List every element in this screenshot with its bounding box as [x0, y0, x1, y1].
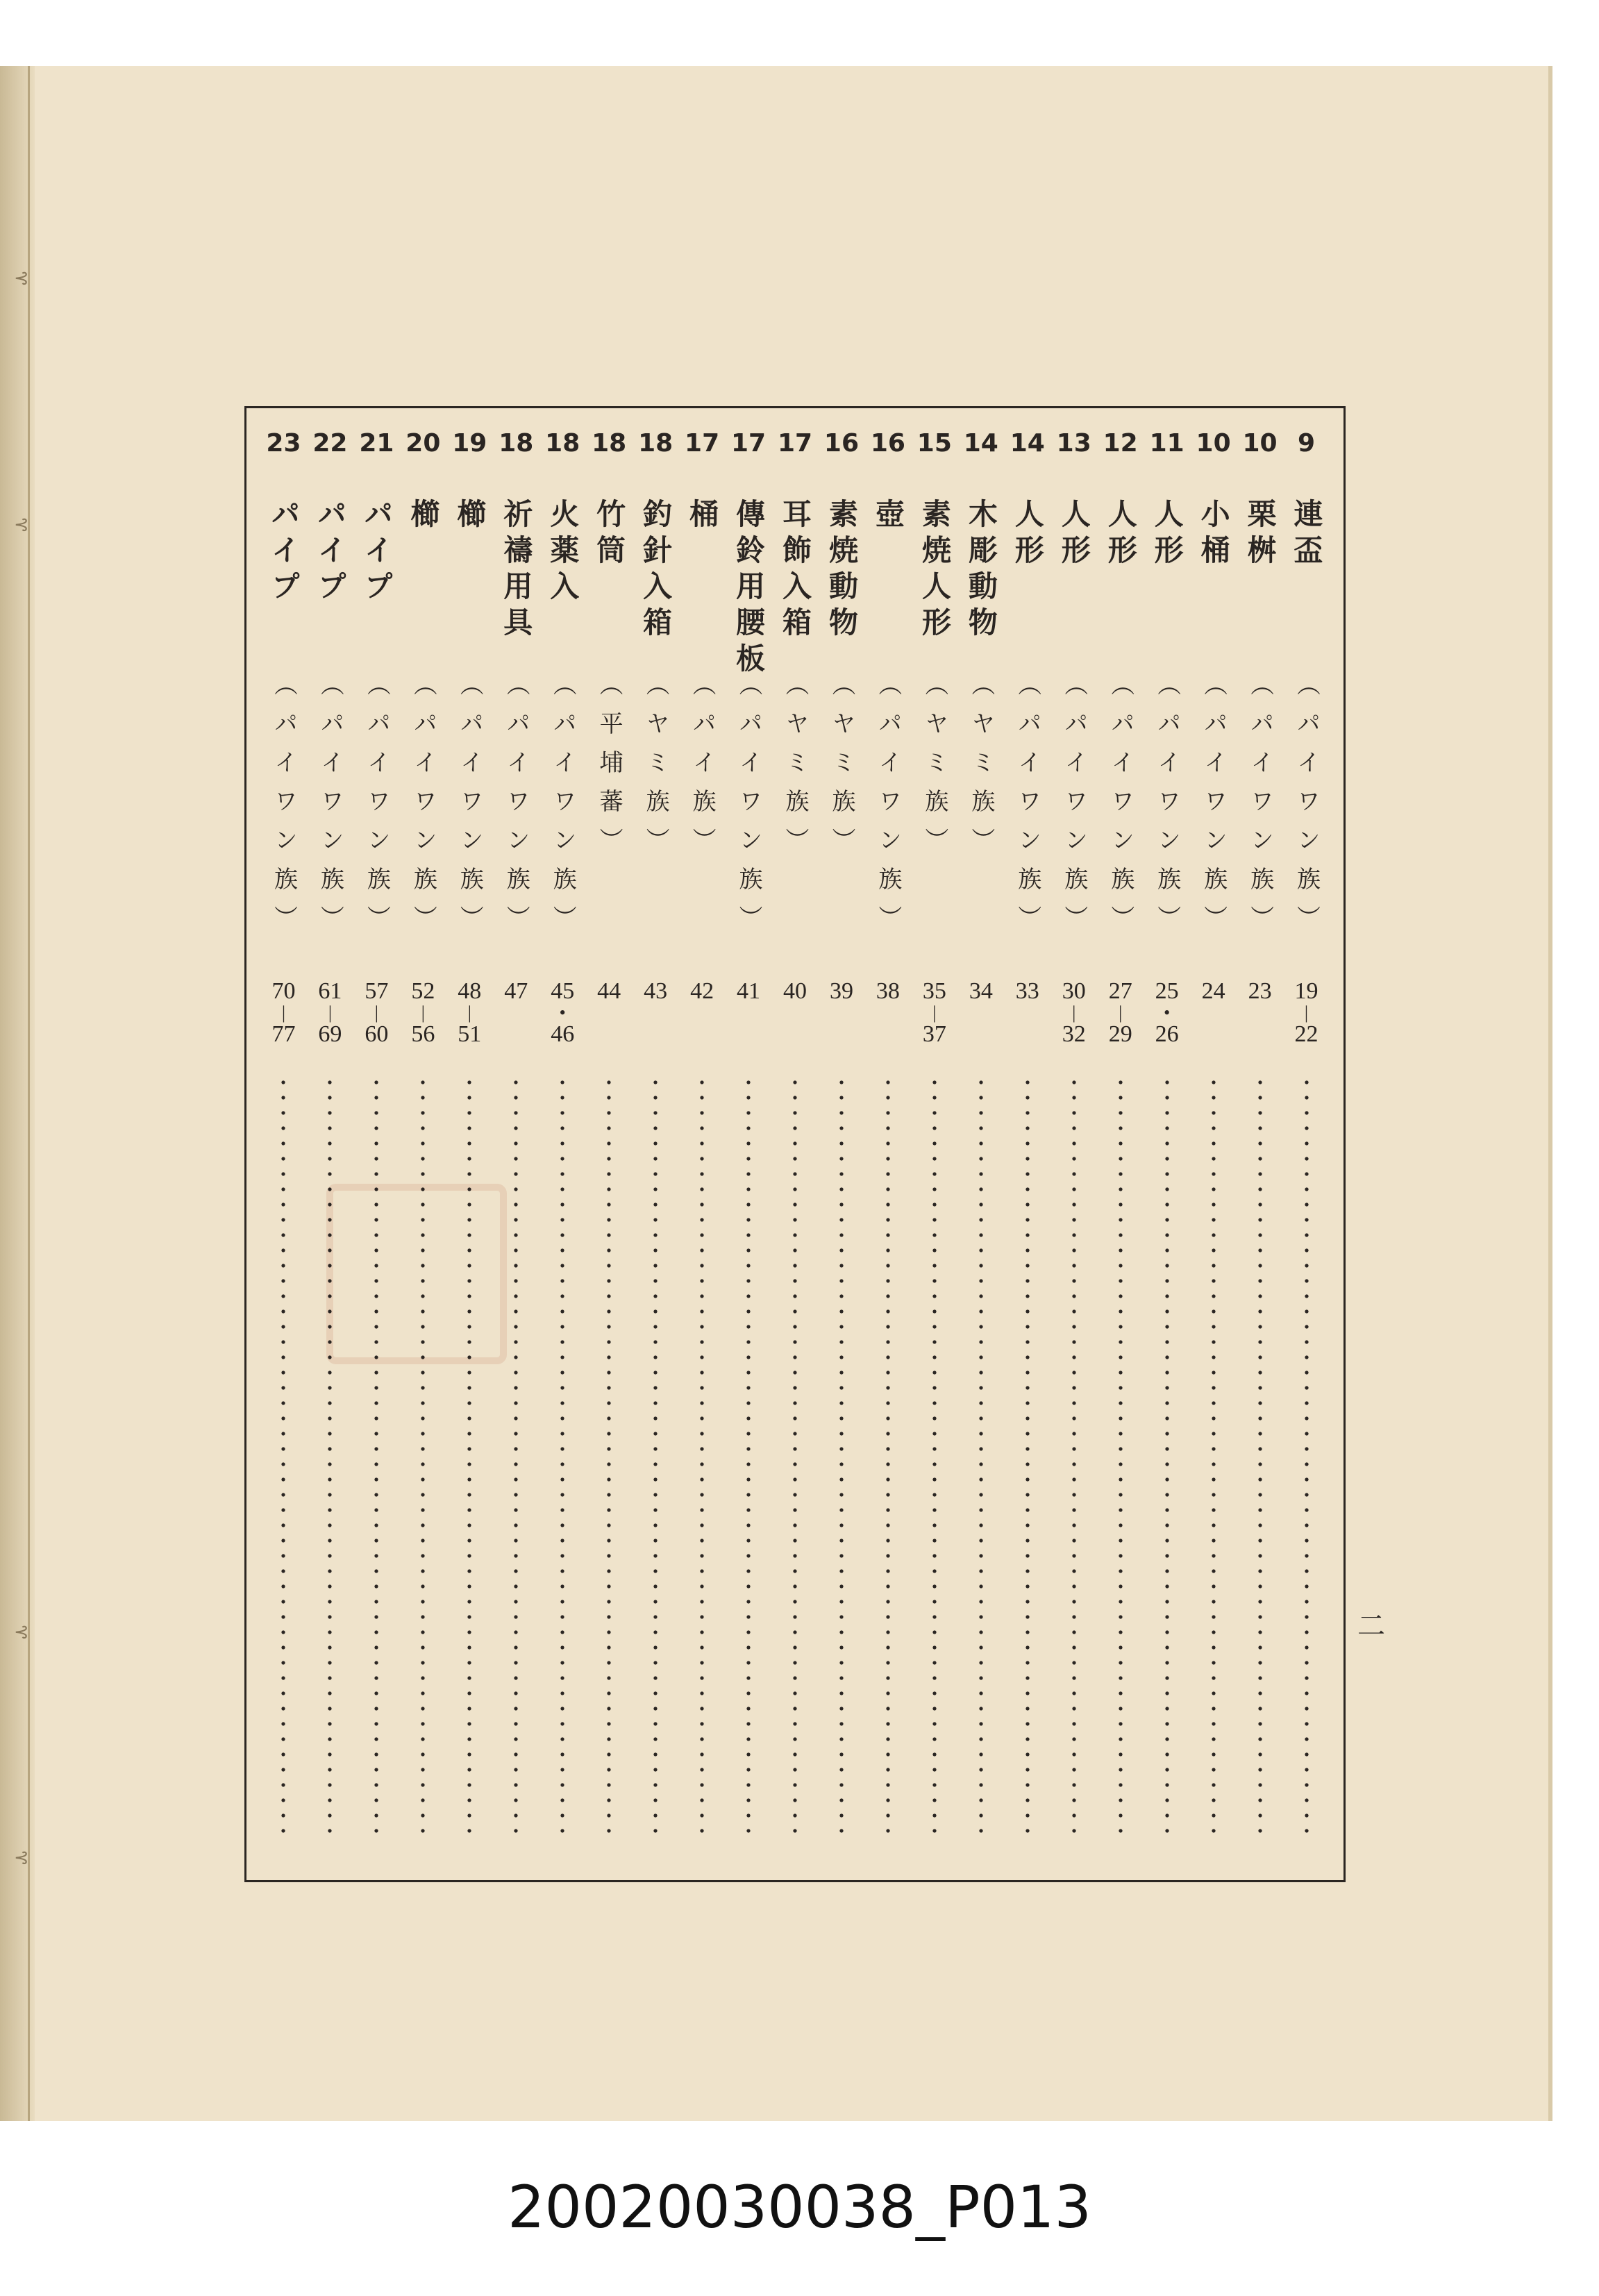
item-name: 素焼人形 — [917, 498, 952, 643]
page-reference: 57 | 60 — [365, 978, 389, 1047]
item-name: 人形 — [1057, 498, 1091, 571]
page-reference: 41 — [737, 978, 761, 1004]
plate-number: 12 — [1103, 429, 1138, 458]
item-name: 櫛 — [406, 498, 441, 535]
plate-number: 19 — [452, 429, 487, 458]
dot-leader — [374, 1075, 378, 1838]
plate-number: 18 — [638, 429, 673, 458]
dot-leader — [1072, 1075, 1076, 1838]
toc-entry — [866, 408, 910, 1880]
tribe-label: （パイワン族） — [409, 672, 437, 944]
page-reference: 43 — [644, 978, 668, 1004]
binding-hole: ⊰ — [14, 1847, 29, 1868]
dot-leader — [653, 1075, 658, 1838]
item-name: 櫛 — [453, 498, 487, 535]
item-name: 人形 — [1010, 498, 1045, 571]
plate-number: 17 — [730, 429, 767, 458]
page-reference: 30 | 32 — [1062, 978, 1086, 1047]
page-reference: 42 — [690, 978, 714, 1004]
dot-leader — [421, 1075, 425, 1838]
dot-leader — [746, 1075, 751, 1838]
toc-entry — [1145, 408, 1189, 1880]
page-reference: 45 • 46 — [551, 978, 575, 1047]
page-reference: 47 — [504, 978, 528, 1004]
plate-number: 10 — [1196, 429, 1231, 458]
plate-number: 14 — [963, 429, 998, 458]
toc-entry — [819, 408, 864, 1880]
tribe-label: （パイワン族） — [1060, 672, 1088, 944]
item-name: 栗桝 — [1243, 498, 1278, 571]
item-name: 傳鈴用腰板 — [732, 498, 767, 679]
item-name: 木彫動物 — [964, 498, 998, 643]
toc-entry — [680, 408, 724, 1880]
page-reference: 38 — [876, 978, 900, 1004]
tribe-label: （パイワン族） — [1246, 672, 1274, 944]
toc-entry — [401, 408, 445, 1880]
page-reference: 61 | 69 — [318, 978, 342, 1047]
binding-hole: ⊰ — [14, 1622, 29, 1643]
dot-leader — [886, 1075, 890, 1838]
tribe-label: （パイ族） — [688, 672, 717, 866]
toc-entry — [1052, 408, 1096, 1880]
page-reference: 70 | 77 — [271, 978, 296, 1047]
tribe-label: （ヤミ族） — [966, 672, 995, 866]
toc-entry — [773, 408, 817, 1880]
tribe-label: （平埔蕃） — [595, 672, 623, 866]
dot-leader — [560, 1075, 564, 1838]
tribe-label: （パイワン族） — [873, 672, 902, 944]
item-name: 耳飾入箱 — [778, 498, 812, 643]
gutter-line — [28, 66, 30, 2121]
tribe-label: （ヤミ族） — [781, 672, 809, 866]
page-reference: 25 • 26 — [1155, 978, 1179, 1047]
page-reference: 52 | 56 — [411, 978, 435, 1047]
dot-leader — [1119, 1075, 1123, 1838]
plate-number: 11 — [1149, 429, 1184, 458]
plate-number: 17 — [685, 429, 720, 458]
plate-number: 23 — [266, 429, 301, 458]
tribe-label: （ヤミ族） — [642, 672, 670, 866]
toc-entry — [354, 408, 399, 1880]
page-reference: 34 — [969, 978, 993, 1004]
dot-leader — [839, 1075, 844, 1838]
page-reference: 19 | 22 — [1294, 978, 1318, 1047]
plate-number: 18 — [592, 429, 627, 458]
tribe-label: （ヤミ族） — [920, 672, 948, 866]
page-reference: 24 — [1201, 978, 1225, 1004]
dot-leader — [979, 1075, 983, 1838]
dot-leader — [514, 1075, 518, 1838]
item-name: 連盃 — [1289, 498, 1324, 571]
page-reference: 44 — [597, 978, 621, 1004]
toc-entry — [261, 408, 305, 1880]
tribe-label: （パイワン族） — [269, 672, 298, 944]
toc-entry — [1005, 408, 1050, 1880]
item-name: 桶 — [685, 498, 720, 535]
toc-entry — [959, 408, 1003, 1880]
item-name: 火薬入 — [546, 498, 580, 607]
item-name: 人形 — [1103, 498, 1138, 571]
toc-entry — [587, 408, 631, 1880]
toc-entry — [1098, 408, 1143, 1880]
plate-number: 17 — [777, 429, 813, 458]
toc-entry — [1238, 408, 1282, 1880]
page-reference: 40 — [783, 978, 807, 1004]
toc-entry — [308, 408, 352, 1880]
plate-number: 9 — [1297, 429, 1316, 458]
page-reference: 48 | 51 — [458, 978, 482, 1047]
dot-leader — [932, 1075, 937, 1838]
plate-number: 15 — [916, 429, 952, 458]
plate-number: 16 — [870, 429, 905, 458]
plate-number: 10 — [1242, 429, 1278, 458]
page-reference: 33 — [1015, 978, 1039, 1004]
toc-entry — [1284, 408, 1329, 1880]
plate-number: 18 — [545, 429, 580, 458]
tribe-label: （パイワン族） — [1199, 672, 1228, 944]
item-name: パイプ — [360, 498, 394, 607]
plate-number: 16 — [823, 429, 859, 458]
dot-leader — [1165, 1075, 1169, 1838]
tribe-label: （パイワン族） — [1292, 672, 1321, 944]
tribe-label: （パイワン族） — [316, 672, 344, 944]
plate-number: 21 — [359, 429, 394, 458]
page-number: 二 — [1357, 1610, 1385, 1642]
page-reference: 27 | 29 — [1108, 978, 1132, 1047]
item-name: 人形 — [1150, 498, 1184, 571]
dot-leader — [1258, 1075, 1262, 1838]
toc-entry — [447, 408, 492, 1880]
item-name: 素焼動物 — [824, 498, 859, 643]
image-caption: 20020030038_P013 — [508, 2173, 1091, 2241]
item-name: パイプ — [313, 498, 348, 607]
dot-leader — [700, 1075, 704, 1838]
item-name: 壺 — [871, 498, 905, 535]
plate-number: 22 — [312, 429, 348, 458]
dot-leader — [467, 1075, 471, 1838]
dot-leader — [1025, 1075, 1030, 1838]
toc-entry — [726, 408, 771, 1880]
tribe-label: （パイワン族） — [362, 672, 391, 944]
tribe-label: （パイワン族） — [1106, 672, 1135, 944]
dot-leader — [793, 1075, 797, 1838]
tribe-label: （パイワン族） — [455, 672, 484, 944]
toc-entry — [540, 408, 585, 1880]
dot-leader — [1305, 1075, 1309, 1838]
table-of-contents-frame — [244, 406, 1346, 1882]
toc-entry — [912, 408, 957, 1880]
toc-entry — [494, 408, 538, 1880]
dot-leader — [1212, 1075, 1216, 1838]
item-name: 祈禱用具 — [499, 498, 534, 643]
binding-hole: ⊰ — [14, 514, 29, 535]
dot-leader — [281, 1075, 285, 1838]
tribe-label: （パイワン族） — [1153, 672, 1181, 944]
item-name: 竹筒 — [592, 498, 627, 571]
plate-number: 14 — [1010, 429, 1045, 458]
toc-entry — [633, 408, 678, 1880]
tribe-label: （パイワン族） — [735, 672, 763, 944]
dot-leader — [607, 1075, 611, 1838]
plate-number: 13 — [1056, 429, 1091, 458]
item-name: パイプ — [267, 498, 301, 607]
tribe-label: （パイワン族） — [502, 672, 530, 944]
tribe-label: （パイワン族） — [549, 672, 577, 944]
plate-number: 18 — [499, 429, 534, 458]
page-reference: 23 — [1248, 978, 1272, 1004]
toc-entry — [1191, 408, 1236, 1880]
tribe-label: （パイワン族） — [1013, 672, 1041, 944]
dot-leader — [328, 1075, 332, 1838]
page-reference: 39 — [829, 978, 853, 1004]
plate-number: 20 — [405, 429, 441, 458]
item-name: 釣針入箱 — [639, 498, 673, 643]
tribe-label: （ヤミ族） — [827, 672, 855, 866]
item-name: 小桶 — [1196, 498, 1231, 571]
page-reference: 35 | 37 — [922, 978, 946, 1047]
binding-hole: ⊰ — [14, 268, 29, 289]
